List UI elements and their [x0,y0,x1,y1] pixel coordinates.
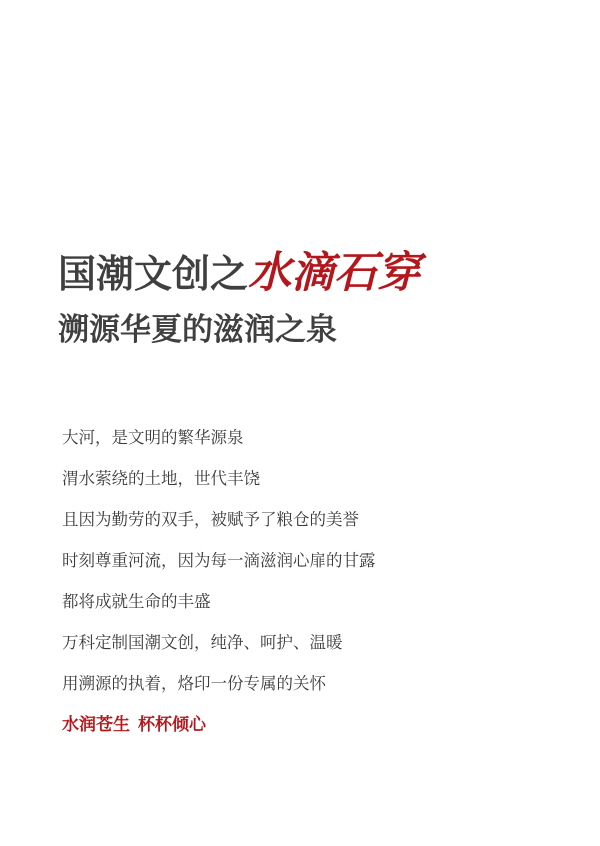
page-subtitle: 溯源华夏的滋润之泉 [58,312,337,348]
body-line: 渭水萦绕的土地，世代丰饶 [62,469,260,488]
body-line: 且因为勤劳的双手，被赋予了粮仓的美誉 [62,510,359,529]
body-line: 都将成就生命的丰盛 [62,592,211,611]
body-line: 时刻尊重河流，因为每一滴滋润心扉的甘露 [62,551,376,570]
slogan-part-2: 杯杯倾心 [138,715,206,735]
title-plain-text: 国潮文创之 [58,251,249,296]
body-line: 万科定制国潮文创，纯净、呵护、温暖 [62,633,343,652]
body-line: 大河，是文明的繁华源泉 [62,428,244,447]
title-accent-text: 水滴石穿 [248,248,421,298]
slogan-part-1: 水润苍生 [62,715,130,735]
page-title [58,248,421,298]
body-line: 用溯源的执着，烙印一份专属的关怀 [62,674,326,693]
slogan [62,713,206,737]
body-text [62,426,376,713]
